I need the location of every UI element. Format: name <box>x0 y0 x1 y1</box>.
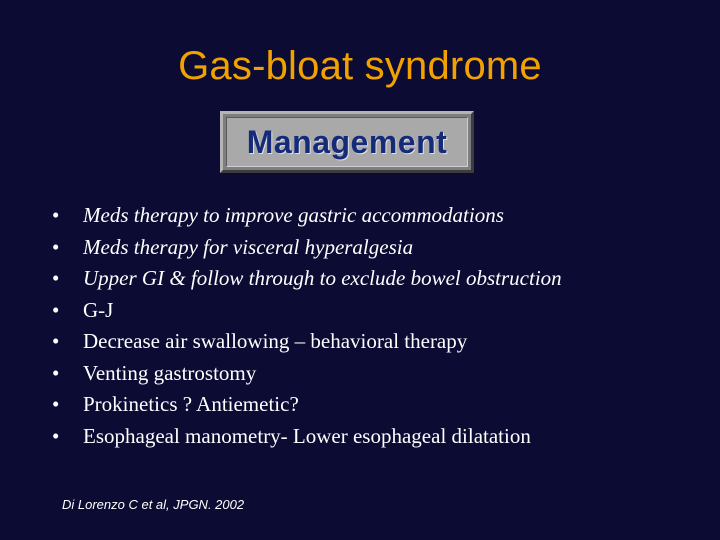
bullet-dot-icon: • <box>52 423 60 448</box>
bullet-text: Meds therapy to improve gastric accommodations <box>83 203 504 227</box>
bullet-dot-icon: • <box>52 329 60 353</box>
bullet-dot-icon: • <box>52 234 60 259</box>
citation: Di Lorenzo C et al, JPGN. 2002 <box>62 497 245 512</box>
subtitle-box-inner <box>226 117 468 167</box>
bullet-dot-icon: • <box>52 360 60 385</box>
subtitle-box <box>220 111 474 173</box>
bullet-text: Esophageal manometry- Lower esophageal dilatation <box>83 423 531 448</box>
bullet-text: Meds therapy for visceral hyperalgesia <box>83 234 414 259</box>
bullet-dot-icon: • <box>52 297 60 322</box>
bullet-text: Venting gastrostomy <box>83 360 257 385</box>
bullet-text: Decrease air swallowing – behavioral therapy <box>83 329 468 353</box>
bullet-dot-icon: • <box>52 203 60 227</box>
slide-title: Gas-bloat syndrome <box>178 44 542 88</box>
bullet-text: G-J <box>83 297 114 322</box>
slide-subtitle: Management <box>246 123 448 160</box>
bullet-text: Prokinetics ? Antiemetic? <box>83 392 299 416</box>
bullet-dot-icon: • <box>52 266 60 290</box>
bullet-dot-icon: • <box>52 392 60 416</box>
bullet-text: Upper GI & follow through to exclude bowel obstruction <box>83 266 562 290</box>
